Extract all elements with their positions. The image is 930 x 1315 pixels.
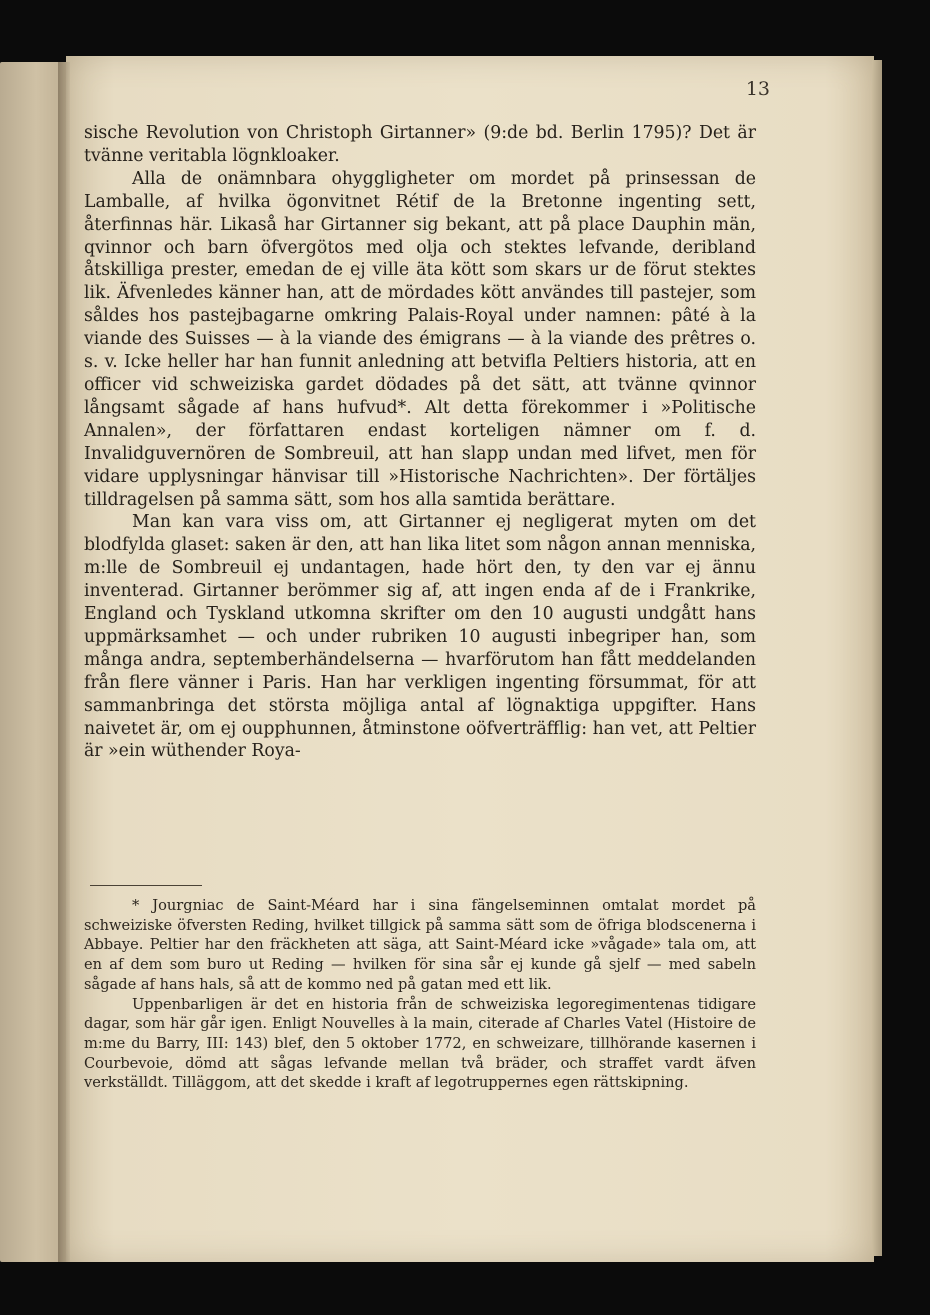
paragraph: Alla de onämnbara ohyggligheter om mordet på prinsessan de Lamballe, af hvilka ögonvitnet Rétif de la Bretonne ingenting sett, återfinnas här. Likaså har Girtanner sig bekant, att på place Dauphin män, qvinnor och barn öfvergötos med olja och stektes lefvande, deribland åtskilliga prester, emedan de ej ville äta kött som skars ur de förut stektes lik. Äfvenledes känner han, att de mördades kött användes till pastejer, som såldes hos pastejbagarne omkring Palais-Royal under namnen: pâté à la viande des Suisses — à la viande des émigrans — à la viande des prêtres o. s. v. Icke heller har han funnit anledning att betvifla Peltiers historia, att en officer vid schweiziska gardet dödades på det sätt, att tvänne qvinnor långsamt sågade af hans hufvud*. Alt detta förekommer i »Politische Annalen», der författaren endast korteligen nämner om f. d. Invalidguvernören de Sombreuil, att han slapp undan med lifvet, men för vidare upplysningar hänvisar till »Historische Nachrichten». Der förtäljes tilldragelsen på samma sätt, som hos alla samtida berättare. [84, 168, 756, 510]
paragraph: Man kan vara viss om, att Girtanner ej negligerat myten om det blodfylda glaset: saken är den, att han lika litet som någon annan menniska, m:lle de Sombreuil ej undantagen, hade hört den, ty den var ej ännu inventerad. Girtanner berömmer sig af, att ingen enda af de i Frankrike, England och Tyskland utkomna skrifter om den 10 augusti undgått hans uppmärksamhet — och under rubriken 10 augusti inbegriper han, som många andra, septemberhändelserna — hvarförutom han fått meddelanden från flere vänner i Paris. Han har verkligen ingenting försummat, för att sammanbringa det största möjliga antal af lögnaktiga uppgifter. Hans naivetet är, om ej oupphunnen, åtminstone oöfverträfflig: han vet, att Peltier är »ein wüthender Roya- [84, 512, 756, 762]
footnotes [84, 896, 756, 1093]
page-stack-edge [872, 60, 882, 1256]
footnote: * Jourgniac de Saint-Méard har i sina fängelseminnen omtalat mordet på schweiziske öfversten Reding, hvilket tillgick på samma sätt som de öfriga blodscenerna i Abbaye. Peltier har den fräckheten att säga, att Saint-Méard icke »vågade» tala om, att en af dem som buro ut Reding — hvilken för sina sår ej kunde gå sjelf — med sabeln sågade af hans hals, så att de kommo ned på gatan med ett lik. [84, 897, 756, 993]
main-text [84, 122, 756, 763]
footnote-divider [90, 885, 202, 886]
paragraph: sische Revolution von Christoph Girtanner» (9:de bd. Berlin 1795)? Det är tvänne veritabla lögnkloaker. [84, 123, 756, 166]
footnote: Uppenbarligen är det en historia från de schweiziska legoregimentenas tidigare dagar, som här går igen. Enligt Nouvelles à la main, citerade af Charles Vatel (Histoire de m:me du Barry, III: 143) blef, den 5 oktober 1772, en schweizare, tillhörande kasernen i Courbevoie, dömd att sågas lefvande mellan två bräder, och straffet vardt äfven verkställdt. Tilläggom, att det skedde i kraft af legotruppernes egen rättskipning. [84, 995, 756, 1092]
page-number: 13 [745, 78, 770, 100]
book-gutter [58, 62, 70, 1262]
facing-page-edge [0, 62, 66, 1262]
